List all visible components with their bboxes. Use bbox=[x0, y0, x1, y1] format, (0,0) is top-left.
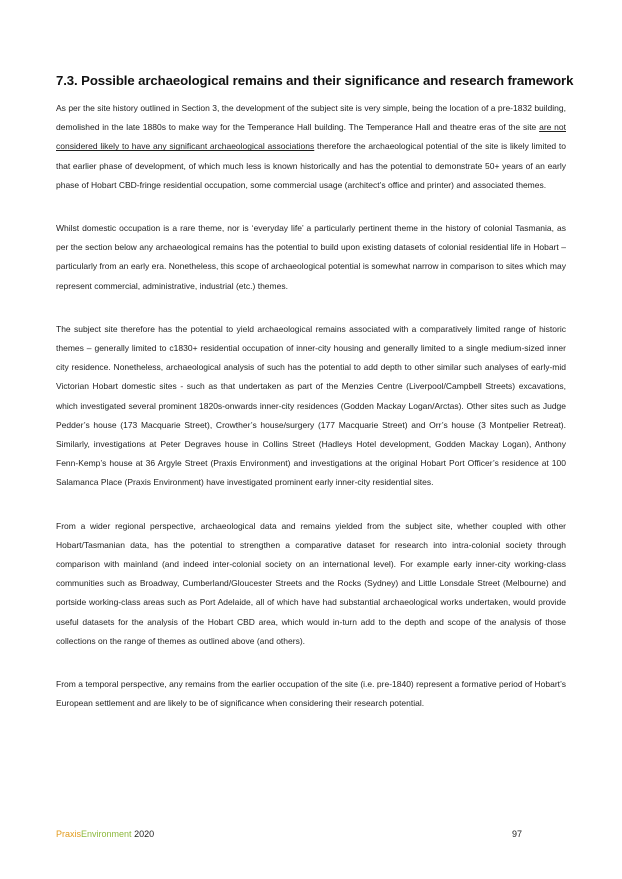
footer-brand-environment: Environment bbox=[81, 829, 132, 839]
paragraph-text: As per the site history outlined in Section 3, the development of the subject site is very simple, being the location of a pre-1832 building, demolished in the late 1880s to make way for the Temperance Hall building. The Temperance Hall and theatre eras of the site bbox=[56, 103, 566, 133]
paragraph-site-history bbox=[56, 99, 566, 195]
paragraph-historic-themes: The subject site therefore has the potential to yield archaeological remains associated with a comparatively limited range of historic themes – generally limited to c1830+ residential occupation of inner-city housing and generally limited to a single medium-sized inner city residence. Nonetheless, archaeological analysis of such has the potential to add depth to other similar such analyses of early-mid Victorian Hobart domestic sites - such as that undertaken as part of the Menzies Centre (Liverpool/Campbell Streets) excavations, which investigated several prominent 1820s-onwards inner-city residences (Godden Mackay Logan/Arctas). Other sites such as Judge Pedder’s house (173 Macquarie Street), Crowther’s house/surgery (177 Macquarie Street) and Orr’s house (3 Montpelier Retreat). Similarly, investigations at Peter Degraves house in Collins Street (Hadleys Hotel development, Godden Mackay Logan), Anthony Fenn-Kemp’s house at 36 Argyle Street (Praxis Environment) and investigations at the original Hobart Port Officer’s residence at 100 Salamanca Place (Praxis Environment) have investigated prominent early inner-city residential sites. bbox=[56, 323, 566, 488]
page-number: 97 bbox=[511, 829, 522, 839]
footer-brand-praxis: Praxis bbox=[56, 829, 82, 839]
footer-year: 2020 bbox=[134, 829, 155, 839]
paragraph-regional-perspective: From a wider regional perspective, archaeological data and remains yielded from the subject site, whether coupled with other Hobart/Tasmanian data, has the potential to strengthen a comparative dataset for research into intra-colonial society through comparison with mainland (and indeed inter-colonial society on an international level). For example early inner-city working-class communities such as Broadway, Cumberland/Gloucester Streets and the Rocks (Sydney) and Little Lonsdale Street (Melbourne) and portside working-class areas such as Port Adelaide, all of which have had substantial archaeological works undertaken, would provide useful datasets for the analysis of the Hobart CBD area, which would in-turn add to the depth and scope of the analysis of those collections on the range of themes as outlined above (and others). bbox=[56, 520, 566, 646]
paragraph-domestic-occupation: Whilst domestic occupation is a rare theme, nor is ‘everyday life’ a particularly pertinent theme in the history of colonial Tasmania, as per the section below any archaeological remains has the potential to build upon existing datasets of colonial residential life in Hobart – particularly from an early era. Nonetheless, this scope of archaeological potential is somewhat narrow in comparison to sites which may represent commercial, administrative, industrial (etc.) themes. bbox=[56, 223, 566, 291]
underlined-text: are not considered likely to have any significant archaeological associations bbox=[56, 122, 566, 152]
page-footer bbox=[56, 829, 522, 839]
paragraph-temporal-perspective: From a temporal perspective, any remains from the earlier occupation of the site (i.e. pre-1840) represent a formative period of Hobart’s European settlement and are likely to be of significance when considering their research potential. bbox=[56, 679, 566, 709]
paragraph-text: therefore the archaeological potential of the site is likely limited to that earlier phase of development, of which much less is known historically and has the potential to demonstrate 50+ years of an early phase of Hobart CBD-fringe residential occupation, some commercial usage (architect’s office and printer) and associated themes. bbox=[56, 141, 566, 190]
document-body bbox=[56, 99, 566, 737]
section-heading: 7.3. Possible archaeological remains and their significance and research framework bbox=[56, 73, 574, 88]
